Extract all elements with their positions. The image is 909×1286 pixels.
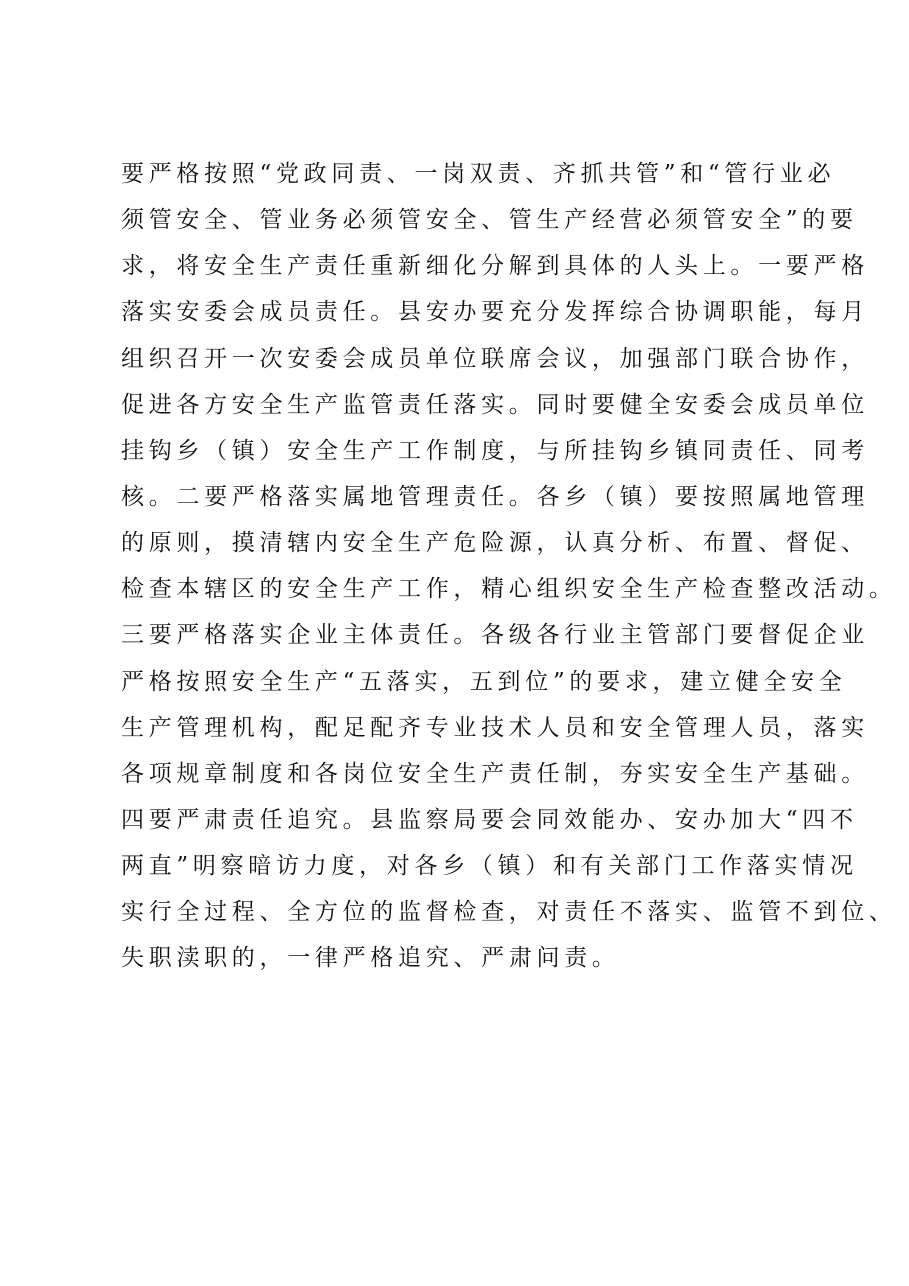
text-line: 生产管理机构，配足配齐专业技术人员和安全管理人员，落实 <box>121 714 869 741</box>
text-line: 失职渎职的，一律严格追究、严肃问责。 <box>121 945 620 972</box>
text-line: 四要严肃责任追究。县监察局要会同效能办、安办加大“四不 <box>121 806 858 833</box>
text-line: 落实安委会成员责任。县安办要充分发挥综合协调职能，每月 <box>121 299 869 326</box>
text-line: 两直”明察暗访力度，对各乡（镇）和有关部门工作落实情况 <box>121 853 858 880</box>
text-line: 实行全过程、全方位的监督检查，对责任不落实、监管不到位、 <box>121 899 897 926</box>
text-line: 检查本辖区的安全生产工作，精心组织安全生产检查整改活动。 <box>121 576 897 603</box>
text-line: 组织召开一次安委会成员单位联席会议，加强部门联合协作， <box>121 345 869 372</box>
text-line: 要严格按照“党政同责、一岗双责、齐抓共管”和“管行业必 <box>121 161 836 187</box>
text-line: 严格按照安全生产“五落实，五到位”的要求，建立健全安全 <box>121 668 847 695</box>
text-line: 的原则，摸清辖内安全生产危险源，认真分析、布置、督促、 <box>121 530 869 557</box>
text-line: 三要严格落实企业主体责任。各级各行业主管部门要督促企业 <box>121 622 869 649</box>
text-line: 促进各方安全生产监管责任落实。同时要健全安委会成员单位 <box>121 391 869 418</box>
text-line: 挂钩乡（镇）安全生产工作制度，与所挂钩乡镇同责任、同考 <box>121 437 869 464</box>
text-line: 须管安全、管业务必须管安全、管生产经营必须管安全”的要 <box>121 207 858 234</box>
text-line: 核。二要严格落实属地管理责任。各乡（镇）要按照属地管理 <box>121 483 869 510</box>
text-line: 求，将安全生产责任重新细化分解到具体的人头上。一要严格 <box>121 253 869 280</box>
text-line: 各项规章制度和各岗位安全生产责任制，夯实安全生产基础。 <box>121 760 869 787</box>
body-paragraph <box>121 151 901 982</box>
